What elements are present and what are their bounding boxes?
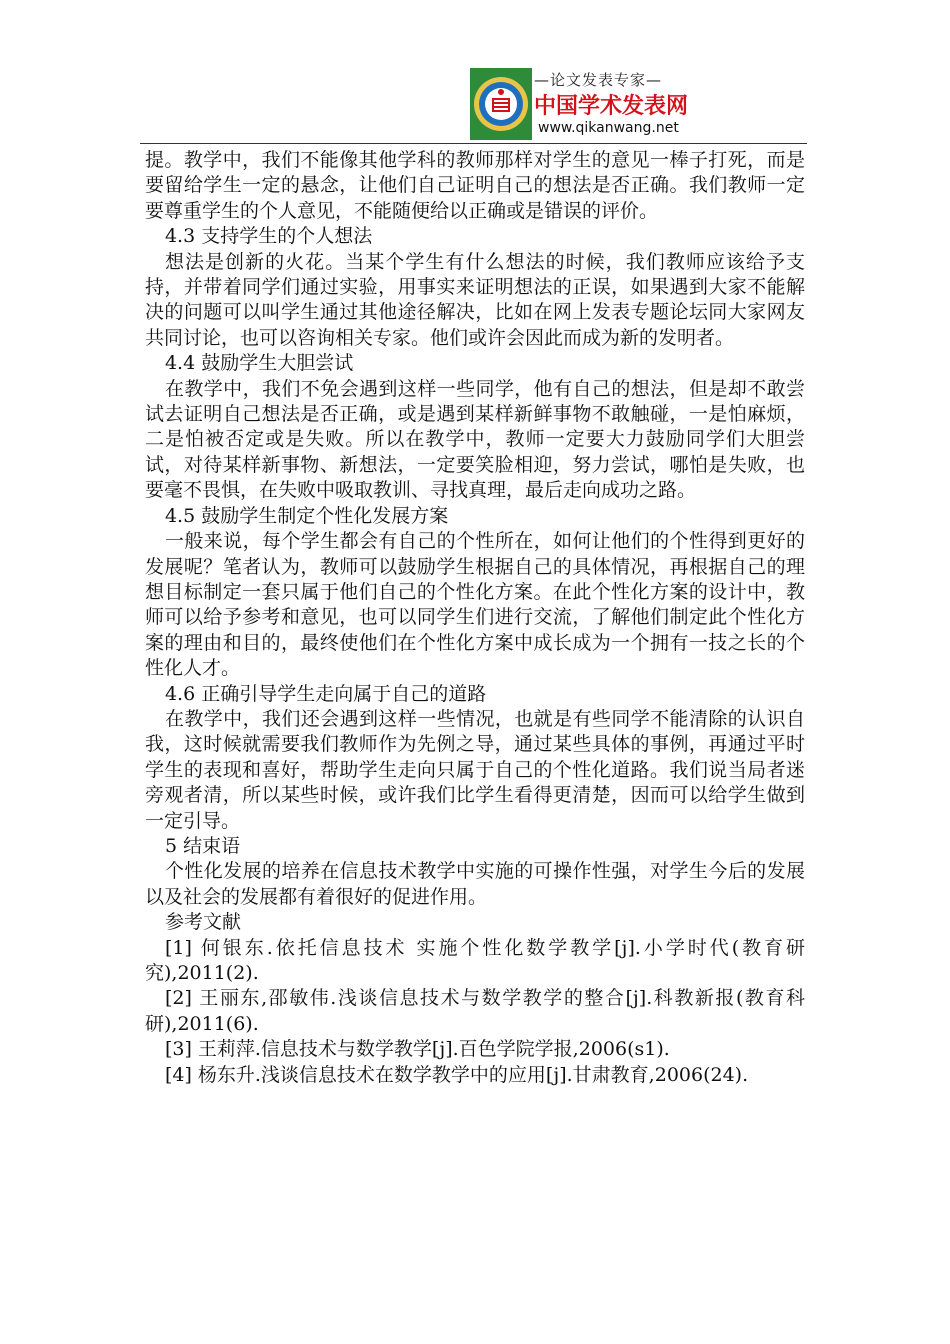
section-heading: 5 结束语: [164, 834, 241, 857]
reference-item: [1] 何银东.依托信息技术 实施个性化数学教学[j].小学时代(教育研究),2011(2).: [145, 936, 805, 984]
reference-item: [3] 王莉萍.信息技术与数学教学[j].百色学院学报,2006(s1).: [164, 1038, 670, 1061]
paragraph: 提。教学中，我们不能像其他学科的教师那样对学生的意见一棒子打死，而是要留给学生一定的悬念，让他们自己证明自己的想法是否正确。我们教师一定要尊重学生的个人意见，不能随便给以正确或是错误的评价。: [145, 149, 805, 222]
site-logo[interactable]: [470, 68, 696, 140]
reference-item: [2] 王丽东,邵敏伟.浅谈信息技术与数学教学的整合[j].科教新报(教育科研),2011(6).: [145, 987, 805, 1035]
document-body: [145, 148, 805, 1088]
logo-slogan: —论文发表专家—: [534, 70, 663, 89]
logo-url[interactable]: www.qikanwang.net: [538, 120, 679, 136]
section-heading: 4.6 正确引导学生走向属于自己的道路: [164, 682, 487, 705]
paragraph: 一般来说，每个学生都会有自己的个性所在，如何让他们的个性得到更好的发展呢？笔者认为，教师可以鼓励学生根据自己的具体情况，再根据自己的理想目标制定一套只属于他们自己的个性化方案。在此个性化方案的设计中，教师可以给予参考和意见，也可以同学生们进行交流，了解他们制定此个性化方案的理由和目的，最终使他们在个性化方案中成长成为一个拥有一技之长的个性化人才。: [145, 530, 805, 680]
paragraph: 个性化发展的培养在信息技术教学中实施的可操作性强，对学生今后的发展以及社会的发展都有着很好的促进作用。: [145, 860, 805, 908]
logo-site-name: 中国学术发表网: [534, 93, 689, 119]
reference-item: [4] 杨东升.浅谈信息技术在数学教学中的应用[j].甘肃教育,2006(24).: [164, 1063, 749, 1086]
seal-emblem-icon: [470, 68, 532, 140]
paragraph: 在教学中，我们不免会遇到这样一些同学，他有自己的想法，但是却不敢尝试去证明自己想法是否正确，或是遇到某样新鲜事物不敢触碰，一是怕麻烦，二是怕被否定或是失败。所以在教学中，教师一定要大力鼓励同学们大胆尝试，对待某样新事物、新想法，一定要笑脸相迎，努力尝试，哪怕是失败，也要毫不畏惧，在失败中吸取教训、寻找真理，最后走向成功之路。: [145, 377, 805, 502]
section-heading: 4.5 鼓励学生制定个性化发展方案: [164, 504, 449, 527]
header-divider: [140, 143, 807, 144]
references-heading: 参考文献: [164, 911, 241, 934]
section-heading: 4.3 支持学生的个人想法: [164, 225, 373, 248]
section-heading: 4.4 鼓励学生大胆尝试: [164, 352, 354, 375]
paragraph: 想法是创新的火花。当某个学生有什么想法的时候，我们教师应该给予支持，并带着同学们通过实验，用事实来证明想法的正误，如果遇到大家不能解决的问题可以叫学生通过其他途径解决，比如在网上发表专题论坛同大家网友共同讨论，也可以咨询相关专家。他们或许会因此而成为新的发明者。: [145, 250, 805, 349]
paragraph: 在教学中，我们还会遇到这样一些情况，也就是有些同学不能清除的认识自我，这时候就需要我们教师作为先例之导，通过某些具体的事例，再通过平时学生的表现和喜好，帮助学生走向只属于自己的个性化道路。我们说当局者迷旁观者清，所以某些时候，或许我们比学生看得更清楚，因而可以给学生做到一定引导。: [145, 707, 805, 832]
